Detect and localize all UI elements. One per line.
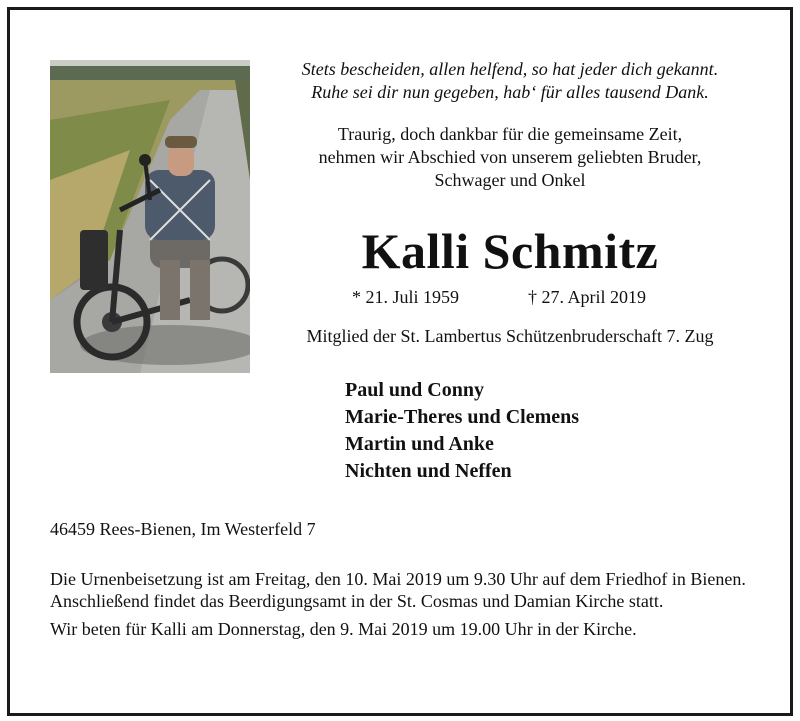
burial-details: Die Urnenbeisetzung ist am Freitag, den 10. Mai 2019 um 9.30 Uhr auf dem Friedhof in Bienen. Anschließend findet das Beerdigungsamt in der St. Cosmas und Damian Kirche statt. (50, 569, 746, 611)
prayer-details: Wir beten für Kalli am Donnerstag, den 9. Mai 2019 um 19.00 Uhr in der Kirche. (50, 619, 637, 639)
verse-line-2: Ruhe sei dir nun gegeben, hab‘ für alles tausend Dank. (311, 82, 709, 102)
birth-date: * 21. Juli 1959 (352, 287, 460, 307)
mourner-name: Paul und Conny (345, 379, 484, 401)
funeral-notice (50, 568, 750, 640)
mourner-name: Nichten und Neffen (345, 460, 512, 482)
mourner-name: Martin und Anke (345, 433, 494, 455)
intro-line-3: Schwager und Onkel (434, 170, 586, 190)
family-address: 46459 Rees-Bienen, Im Westerfeld 7 (50, 519, 316, 539)
farewell-intro (260, 123, 760, 192)
deceased-name: Kalli Schmitz (361, 223, 659, 279)
verse-line-1: Stets bescheiden, allen helfend, so hat jeder dich gekannt. (301, 59, 719, 79)
mourner-name: Marie-Theres und Clemens (345, 406, 580, 428)
club-membership: Mitglied der St. Lambertus Schützenbruderschaft 7. Zug (306, 326, 714, 346)
intro-line-1: Traurig, doch dankbar für die gemeinsame Zeit, (337, 124, 683, 144)
mourners-list (345, 377, 579, 485)
portrait-photo-icon (50, 60, 250, 373)
death-date: † 27. April 2019 (528, 287, 647, 307)
intro-line-2: nehmen wir Abschied von unserem geliebten Bruder, (318, 147, 702, 167)
verse-quote (260, 58, 760, 104)
